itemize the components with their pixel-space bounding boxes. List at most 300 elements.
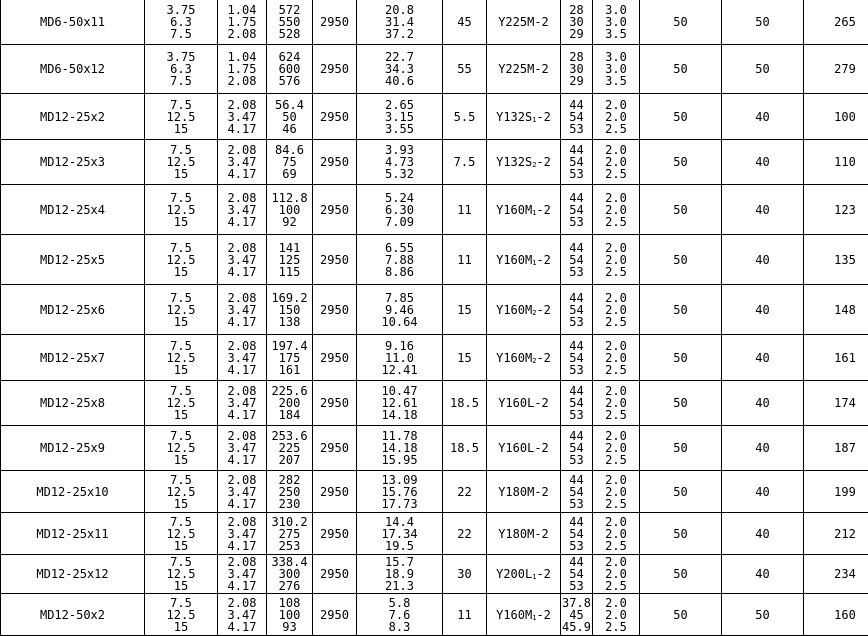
npsh-cell xyxy=(593,381,640,426)
motor-model-suffix: -2 xyxy=(536,252,551,267)
npsh-cell xyxy=(593,140,640,185)
motor-model-subscript: 1 xyxy=(532,573,537,581)
outlet-diameter-cell: 40 xyxy=(722,285,804,335)
cell-value: 2.08 xyxy=(227,143,257,157)
table-row xyxy=(1,594,868,636)
motor-model-text: Y160M xyxy=(496,607,533,622)
cell-value: 30 xyxy=(569,14,584,29)
cell-value: 2.5 xyxy=(605,264,627,279)
cell-value: 4.17 xyxy=(227,121,257,136)
model-cell: MD12-25x11 xyxy=(1,513,145,555)
cell-value: 2.0 xyxy=(605,252,627,267)
cell-value: 44 xyxy=(569,338,584,353)
cell-value: 2.5 xyxy=(605,538,627,553)
cell-value: 12.5 xyxy=(166,567,196,581)
flow-m3h-cell xyxy=(145,45,218,94)
npsh-cell xyxy=(593,335,640,381)
cell-value: 3.75 xyxy=(166,50,196,64)
head-cell xyxy=(267,45,313,94)
motor-model-cell xyxy=(487,0,561,45)
motor-model-subscript: 1 xyxy=(532,613,537,622)
weight-cell: 174 xyxy=(804,381,868,426)
weight-cell: 199 xyxy=(804,471,868,513)
outlet-diameter-cell: 50 xyxy=(722,45,804,94)
flow-m3h-cell xyxy=(145,555,218,594)
motor-model-text: Y132S xyxy=(496,109,533,124)
cell-value: 2.5 xyxy=(605,496,627,511)
cell-value: 17.73 xyxy=(381,496,418,511)
head-cell xyxy=(267,594,313,636)
cell-value: 7.5 xyxy=(170,595,192,610)
cell-value: 150 xyxy=(278,302,301,317)
cell-value: 4.17 xyxy=(227,538,257,553)
motor-model-cell xyxy=(487,594,561,636)
motor-power-cell: 45 xyxy=(443,0,487,45)
weight-cell: 160 xyxy=(804,594,868,636)
flow-ls-cell xyxy=(218,235,267,285)
cell-value: 2.08 xyxy=(227,472,257,487)
motor-power-cell: 11 xyxy=(443,594,487,636)
cell-value: 53 xyxy=(569,121,584,136)
model-cell: MD12-25x3 xyxy=(1,140,145,185)
cell-value: 12.61 xyxy=(381,396,418,410)
cell-value: 53 xyxy=(569,264,584,279)
cell-value: 3.47 xyxy=(227,607,257,622)
cell-value: 230 xyxy=(278,496,301,511)
cell-value: 3.0 xyxy=(605,62,627,76)
motor-model-cell xyxy=(487,94,561,140)
flow-m3h-cell xyxy=(145,185,218,235)
cell-value: 7.6 xyxy=(388,607,411,622)
cell-value: 1.04 xyxy=(227,50,257,64)
speed-cell: 2950 xyxy=(313,335,357,381)
cell-value: 19.5 xyxy=(385,538,414,553)
cell-value: 207 xyxy=(278,453,301,467)
cell-value: 2.5 xyxy=(605,167,627,181)
cell-value: 50 xyxy=(282,109,297,124)
cell-value: 4.17 xyxy=(227,579,257,593)
cell-value: 14.18 xyxy=(381,441,418,455)
npsh-cell xyxy=(593,555,640,594)
cell-value: 1.04 xyxy=(227,2,257,17)
outlet-diameter-cell: 40 xyxy=(722,335,804,381)
cell-value: 29 xyxy=(569,26,584,41)
motor-model-suffix: -2 xyxy=(536,302,551,317)
inlet-diameter-cell: 50 xyxy=(640,235,722,285)
cell-value: 5.8 xyxy=(388,595,411,610)
motor-model-cell xyxy=(487,140,561,185)
speed-cell: 2950 xyxy=(313,594,357,636)
table-row xyxy=(1,185,868,235)
cell-value: 2.0 xyxy=(605,526,627,541)
cell-value: 3.47 xyxy=(227,302,257,317)
cell-value: 12.5 xyxy=(166,202,196,217)
cell-value: 56.4 xyxy=(275,97,304,112)
motor-power-cell: 22 xyxy=(443,513,487,555)
cell-value: 69 xyxy=(282,167,297,181)
head-cell xyxy=(267,0,313,45)
motor-model-cell xyxy=(487,335,561,381)
motor-power-cell: 11 xyxy=(443,235,487,285)
flow-ls-cell xyxy=(218,94,267,140)
motor-model-cell xyxy=(487,235,561,285)
outlet-diameter-cell: 50 xyxy=(722,0,804,45)
outlet-diameter-cell: 40 xyxy=(722,185,804,235)
shaft-power-cell xyxy=(357,140,443,185)
model-cell: MD12-50x2 xyxy=(1,594,145,636)
cell-value: 12.5 xyxy=(166,109,196,124)
cell-value: 2.5 xyxy=(605,314,627,329)
shaft-power-cell xyxy=(357,235,443,285)
cell-value: 3.5 xyxy=(605,26,627,41)
cell-value: 20.8 xyxy=(385,2,414,17)
cell-value: 54 xyxy=(569,441,584,455)
flow-m3h-cell xyxy=(145,140,218,185)
cell-value: 2.0 xyxy=(605,202,627,217)
motor-power-cell: 15 xyxy=(443,335,487,381)
motor-model-subscript: 1 xyxy=(532,258,537,267)
efficiency-cell xyxy=(561,94,593,140)
efficiency-cell xyxy=(561,140,593,185)
efficiency-cell xyxy=(561,0,593,45)
cell-value: 45 xyxy=(569,607,584,622)
flow-ls-cell xyxy=(218,185,267,235)
cell-value: 12.5 xyxy=(166,302,196,317)
cell-value: 12.5 xyxy=(166,350,196,365)
cell-value: 54 xyxy=(569,252,584,267)
head-cell xyxy=(267,94,313,140)
cell-value: 576 xyxy=(278,74,301,88)
motor-model-cell xyxy=(487,471,561,513)
cell-value: 338.4 xyxy=(271,555,308,569)
npsh-cell xyxy=(593,285,640,335)
motor-power-cell: 11 xyxy=(443,185,487,235)
model-cell: MD12-25x10 xyxy=(1,471,145,513)
cell-value: 44 xyxy=(569,555,584,569)
cell-value: 3.75 xyxy=(166,2,196,17)
cell-value: 2.0 xyxy=(605,302,627,317)
cell-value: 572 xyxy=(278,2,301,17)
model-cell: MD12-25x5 xyxy=(1,235,145,285)
cell-value: 2.08 xyxy=(227,74,257,88)
cell-value: 4.17 xyxy=(227,619,257,634)
efficiency-cell xyxy=(561,235,593,285)
cell-value: 7.5 xyxy=(170,190,192,205)
cell-value: 2.0 xyxy=(605,190,627,205)
outlet-diameter-cell: 40 xyxy=(722,555,804,594)
cell-value: 37.2 xyxy=(385,26,414,41)
inlet-diameter-cell: 50 xyxy=(640,0,722,45)
weight-cell: 161 xyxy=(804,335,868,381)
weight-cell: 110 xyxy=(804,140,868,185)
cell-value: 15 xyxy=(173,538,189,553)
cell-value: 8.3 xyxy=(388,619,411,634)
motor-power-cell: 22 xyxy=(443,471,487,513)
cell-value: 7.5 xyxy=(170,514,192,529)
cell-value: 2.5 xyxy=(605,408,627,422)
cell-value: 5.32 xyxy=(385,167,414,181)
table-row xyxy=(1,555,868,594)
motor-model-text: Y180M-2 xyxy=(498,526,549,541)
cell-value: 53 xyxy=(569,453,584,467)
cell-value: 34.3 xyxy=(385,62,414,76)
cell-value: 112.8 xyxy=(271,190,308,205)
cell-value: 2.0 xyxy=(605,514,627,529)
head-cell xyxy=(267,513,313,555)
weight-cell: 234 xyxy=(804,555,868,594)
motor-model-subscript: 1 xyxy=(532,115,537,124)
cell-value: 3.47 xyxy=(227,396,257,410)
speed-cell: 2950 xyxy=(313,285,357,335)
cell-value: 54 xyxy=(569,484,584,499)
motor-model-suffix: -2 xyxy=(536,567,551,581)
motor-model-cell xyxy=(487,555,561,594)
weight-cell: 100 xyxy=(804,94,868,140)
head-cell xyxy=(267,471,313,513)
shaft-power-cell xyxy=(357,471,443,513)
efficiency-cell xyxy=(561,426,593,471)
flow-ls-cell xyxy=(218,45,267,94)
cell-value: 44 xyxy=(569,429,584,443)
cell-value: 7.88 xyxy=(385,252,414,267)
motor-model-subscript: 1 xyxy=(532,208,537,217)
cell-value: 44 xyxy=(569,384,584,398)
model-cell: MD12-25x8 xyxy=(1,381,145,426)
cell-value: 3.47 xyxy=(227,484,257,499)
table-row xyxy=(1,513,868,555)
flow-ls-cell xyxy=(218,0,267,45)
motor-power-cell: 55 xyxy=(443,45,487,94)
flow-m3h-cell xyxy=(145,471,218,513)
motor-model-text: Y160L-2 xyxy=(498,441,549,455)
cell-value: 31.4 xyxy=(385,14,414,29)
efficiency-cell xyxy=(561,381,593,426)
table-row xyxy=(1,285,868,335)
cell-value: 2.08 xyxy=(227,429,257,443)
cell-value: 28 xyxy=(569,2,584,17)
npsh-cell xyxy=(593,94,640,140)
cell-value: 44 xyxy=(569,143,584,157)
cell-value: 54 xyxy=(569,302,584,317)
cell-value: 2.0 xyxy=(605,567,627,581)
cell-value: 3.0 xyxy=(605,50,627,64)
cell-value: 7.5 xyxy=(170,472,192,487)
npsh-cell xyxy=(593,235,640,285)
cell-value: 15.95 xyxy=(381,453,418,467)
cell-value: 4.17 xyxy=(227,314,257,329)
cell-value: 75 xyxy=(282,155,297,169)
motor-model-text: Y160M xyxy=(496,350,533,365)
cell-value: 2.0 xyxy=(605,595,627,610)
speed-cell: 2950 xyxy=(313,381,357,426)
cell-value: 15 xyxy=(173,579,189,593)
table-row xyxy=(1,235,868,285)
cell-value: 15 xyxy=(173,619,189,634)
cell-value: 276 xyxy=(278,579,301,593)
cell-value: 169.2 xyxy=(271,290,308,305)
cell-value: 2.0 xyxy=(605,240,627,255)
cell-value: 12.5 xyxy=(166,526,196,541)
cell-value: 7.09 xyxy=(385,214,414,229)
table-row xyxy=(1,0,868,45)
cell-value: 12.5 xyxy=(166,252,196,267)
outlet-diameter-cell: 40 xyxy=(722,94,804,140)
cell-value: 141 xyxy=(278,240,301,255)
cell-value: 11.78 xyxy=(381,429,418,443)
speed-cell: 2950 xyxy=(313,94,357,140)
motor-model-suffix: -2 xyxy=(536,607,551,622)
motor-power-cell: 15 xyxy=(443,285,487,335)
cell-value: 15 xyxy=(173,362,189,377)
cell-value: 12.5 xyxy=(166,607,196,622)
flow-m3h-cell xyxy=(145,381,218,426)
motor-model-cell xyxy=(487,426,561,471)
cell-value: 3.47 xyxy=(227,155,257,169)
cell-value: 53 xyxy=(569,408,584,422)
motor-model-cell xyxy=(487,185,561,235)
cell-value: 15.76 xyxy=(381,484,418,499)
flow-ls-cell xyxy=(218,513,267,555)
shaft-power-cell xyxy=(357,45,443,94)
cell-value: 3.47 xyxy=(227,252,257,267)
cell-value: 2.0 xyxy=(605,155,627,169)
head-cell xyxy=(267,335,313,381)
efficiency-cell xyxy=(561,285,593,335)
shaft-power-cell xyxy=(357,513,443,555)
speed-cell: 2950 xyxy=(313,555,357,594)
cell-value: 108 xyxy=(278,595,301,610)
cell-value: 3.47 xyxy=(227,567,257,581)
motor-model-text: Y160L-2 xyxy=(498,396,549,410)
npsh-cell xyxy=(593,594,640,636)
motor-power-cell: 18.5 xyxy=(443,381,487,426)
cell-value: 3.47 xyxy=(227,350,257,365)
npsh-cell xyxy=(593,471,640,513)
cell-value: 54 xyxy=(569,109,584,124)
cell-value: 2.0 xyxy=(605,338,627,353)
cell-value: 4.17 xyxy=(227,264,257,279)
cell-value: 53 xyxy=(569,579,584,593)
npsh-cell xyxy=(593,185,640,235)
cell-value: 3.15 xyxy=(385,109,414,124)
cell-value: 2.08 xyxy=(227,514,257,529)
shaft-power-cell xyxy=(357,0,443,45)
cell-value: 53 xyxy=(569,362,584,377)
efficiency-cell xyxy=(561,555,593,594)
inlet-diameter-cell: 50 xyxy=(640,335,722,381)
cell-value: 44 xyxy=(569,190,584,205)
cell-value: 6.3 xyxy=(170,14,192,29)
head-cell xyxy=(267,426,313,471)
cell-value: 2.0 xyxy=(605,555,627,569)
shaft-power-cell xyxy=(357,594,443,636)
cell-value: 37.8 xyxy=(562,595,591,610)
cell-value: 2.08 xyxy=(227,595,257,610)
cell-value: 1.75 xyxy=(227,14,257,29)
npsh-cell xyxy=(593,45,640,94)
cell-value: 310.2 xyxy=(271,514,308,529)
cell-value: 9.46 xyxy=(385,302,414,317)
model-cell: MD12-25x4 xyxy=(1,185,145,235)
cell-value: 1.75 xyxy=(227,62,257,76)
cell-value: 225.6 xyxy=(271,384,308,398)
speed-cell: 2950 xyxy=(313,140,357,185)
shaft-power-cell xyxy=(357,335,443,381)
spec-table-body xyxy=(1,0,868,636)
cell-value: 7.85 xyxy=(385,290,414,305)
motor-model-text: Y200L xyxy=(496,567,533,581)
motor-model-text: Y160M xyxy=(496,252,533,267)
outlet-diameter-cell: 40 xyxy=(722,140,804,185)
inlet-diameter-cell: 50 xyxy=(640,381,722,426)
cell-value: 93 xyxy=(282,619,297,634)
outlet-diameter-cell: 40 xyxy=(722,235,804,285)
motor-model-text: Y160M xyxy=(496,302,533,317)
outlet-diameter-cell: 50 xyxy=(722,594,804,636)
cell-value: 2.5 xyxy=(605,619,627,634)
cell-value: 300 xyxy=(278,567,301,581)
shaft-power-cell xyxy=(357,185,443,235)
cell-value: 197.4 xyxy=(271,338,308,353)
cell-value: 13.09 xyxy=(381,472,418,487)
outlet-diameter-cell: 40 xyxy=(722,513,804,555)
cell-value: 84.6 xyxy=(275,143,304,157)
motor-model-text: Y160M xyxy=(496,202,533,217)
shaft-power-cell xyxy=(357,285,443,335)
cell-value: 15 xyxy=(173,314,189,329)
cell-value: 53 xyxy=(569,314,584,329)
outlet-diameter-cell: 40 xyxy=(722,426,804,471)
speed-cell: 2950 xyxy=(313,235,357,285)
cell-value: 175 xyxy=(278,350,301,365)
weight-cell: 135 xyxy=(804,235,868,285)
cell-value: 15 xyxy=(173,167,189,181)
cell-value: 2.0 xyxy=(605,607,627,622)
cell-value: 14.18 xyxy=(381,408,418,422)
cell-value: 54 xyxy=(569,396,584,410)
table-row xyxy=(1,140,868,185)
cell-value: 3.0 xyxy=(605,2,627,17)
flow-ls-cell xyxy=(218,555,267,594)
cell-value: 15 xyxy=(173,121,189,136)
cell-value: 7.5 xyxy=(170,555,192,569)
cell-value: 2.08 xyxy=(227,190,257,205)
cell-value: 22.7 xyxy=(385,50,414,64)
table-row xyxy=(1,94,868,140)
motor-power-cell: 30 xyxy=(443,555,487,594)
inlet-diameter-cell: 50 xyxy=(640,513,722,555)
cell-value: 2.08 xyxy=(227,338,257,353)
cell-value: 30 xyxy=(569,62,584,76)
cell-value: 4.17 xyxy=(227,408,257,422)
cell-value: 40.6 xyxy=(385,74,414,88)
cell-value: 2.0 xyxy=(605,396,627,410)
cell-value: 600 xyxy=(278,62,301,76)
motor-model-cell xyxy=(487,45,561,94)
cell-value: 6.55 xyxy=(385,240,414,255)
shaft-power-cell xyxy=(357,426,443,471)
cell-value: 2.08 xyxy=(227,290,257,305)
speed-cell: 2950 xyxy=(313,0,357,45)
cell-value: 2.0 xyxy=(605,350,627,365)
cell-value: 3.5 xyxy=(605,74,627,88)
head-cell xyxy=(267,285,313,335)
cell-value: 12.5 xyxy=(166,484,196,499)
weight-cell: 148 xyxy=(804,285,868,335)
motor-model-suffix: -2 xyxy=(536,155,551,169)
head-cell xyxy=(267,140,313,185)
cell-value: 3.55 xyxy=(385,121,414,136)
